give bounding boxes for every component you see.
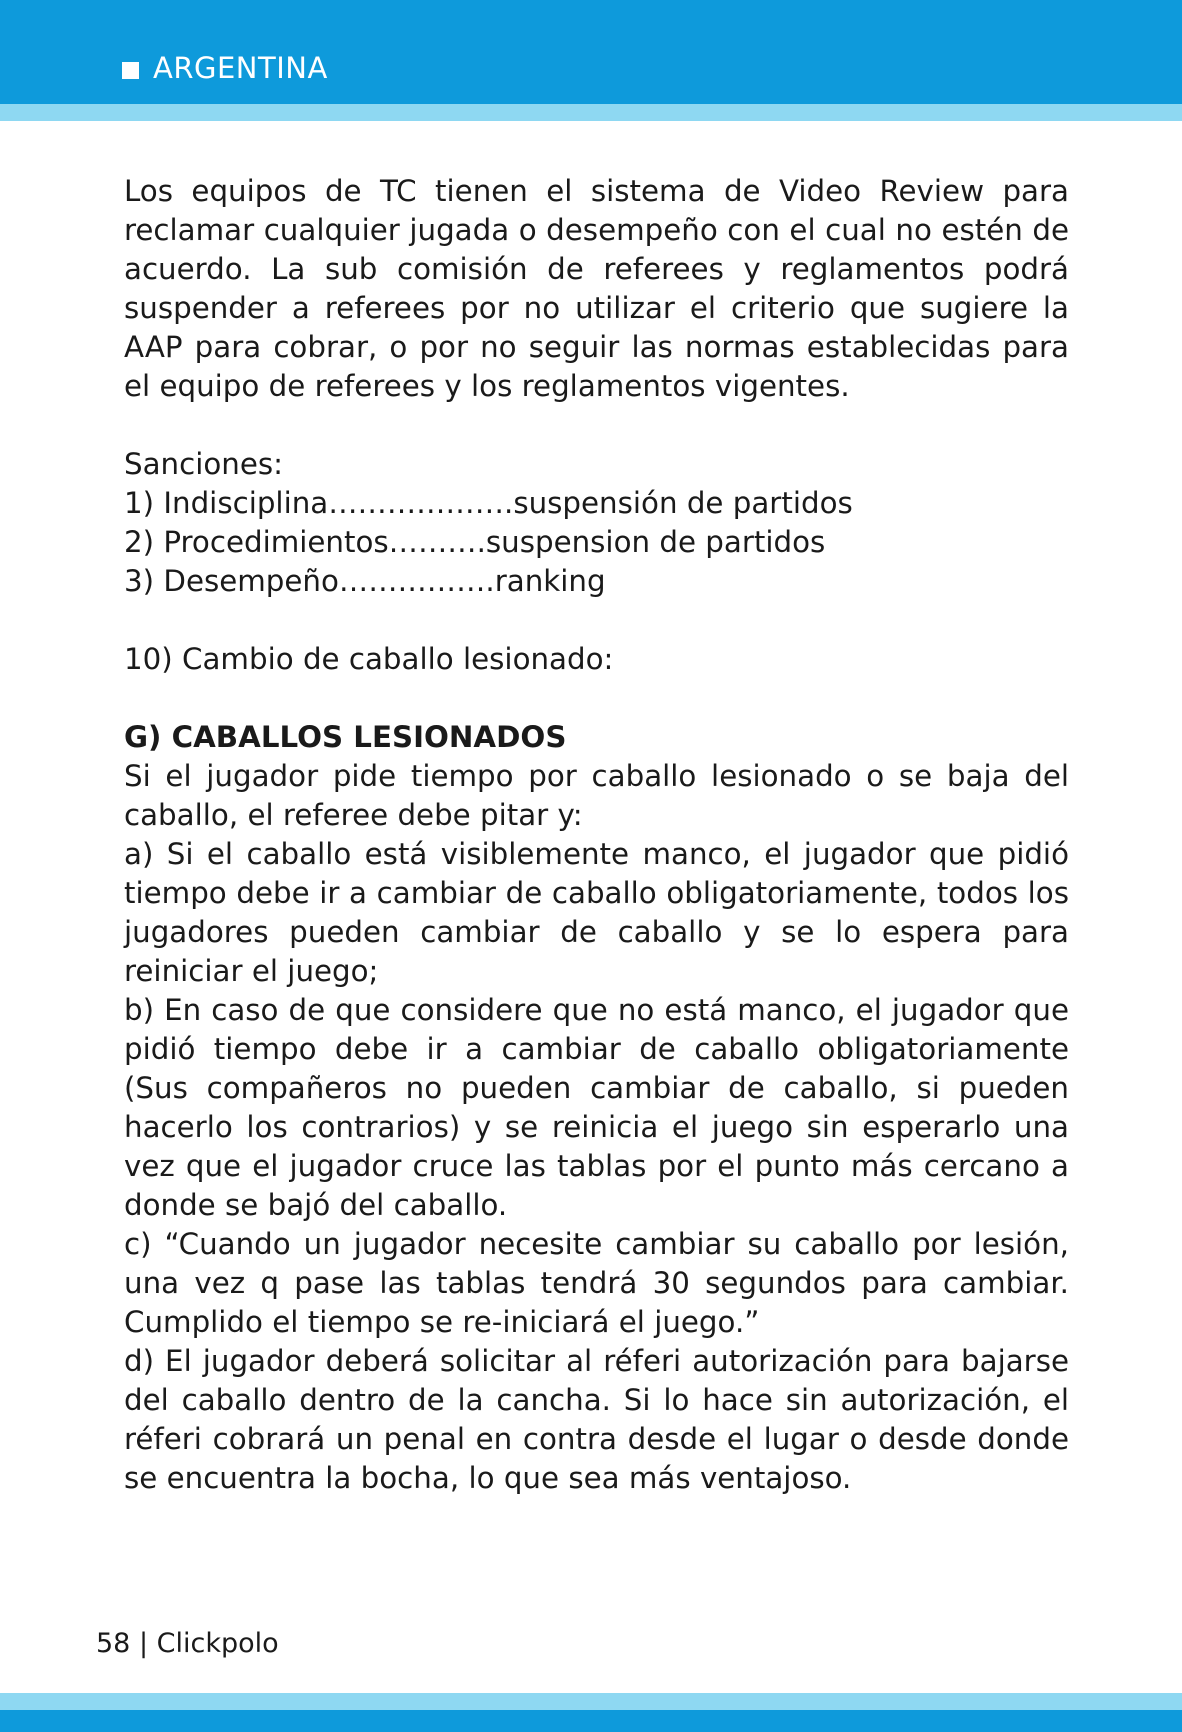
- section-g-item-b: b) En caso de que considere que no está manco, el jugador que pidió tiempo debe ir a cambiar de caballo obligatoriamente (Sus compañeros no pueden cambiar de caballo, si pueden hacerlo los contrarios) y se reinicia el juego sin esperarlo una vez que el jugador cruce las tablas por el punto más cercano a donde se bajó del caballo.: [124, 993, 1069, 1222]
- page-body: [124, 172, 1069, 1498]
- footer-bar: [0, 1710, 1182, 1732]
- intro-paragraph: Los equipos de TC tienen el sistema de Video Review para reclamar cualquier jugada o desempeño con el cual no estén de acuerdo. La sub comisión de referees y reglamentos podrá suspender a referees por no utilizar el criterio que sugiere la AAP para cobrar, o por no seguir las normas establecidas para el equipo de referees y los reglamentos vigentes.: [124, 174, 1069, 403]
- section-g-item-c: c) “Cuando un jugador necesite cambiar su caballo por lesión, una vez q pase las tablas tendrá 30 segundos para cambiar. Cumplido el tiempo se re-iniciará el juego.”: [124, 1227, 1069, 1339]
- footer-stripe: [0, 1693, 1182, 1710]
- sanctions-heading: Sanciones:: [124, 447, 284, 481]
- section-g-heading: G) CABALLOS LESIONADOS: [124, 720, 567, 754]
- section-g-item-a: a) Si el caballo está visiblemente manco, el jugador que pidió tiempo debe ir a cambiar de caballo obligatoriamente, todos los jugadores pueden cambiar de caballo y se lo espera para reiniciar el juego;: [124, 837, 1069, 988]
- section-title: ARGENTINA: [153, 51, 328, 85]
- section-g-item-d: d) El jugador deberá solicitar al réferi autorización para bajarse del caballo dentro de la cancha. Si lo hace sin autorización, el réferi cobrará un penal en contra desde el lugar o desde donde se encuentra la bocha, lo que sea más ventajoso.: [124, 1344, 1069, 1495]
- spacer: [124, 601, 1069, 640]
- section-g-intro: Si el jugador pide tiempo por caballo lesionado o se baja del caballo, el referee debe pitar y:: [124, 759, 1069, 832]
- spacer: [124, 406, 1069, 445]
- sanction-item: 2) Procedimientos……….suspension de partidos: [124, 525, 826, 559]
- sanction-item: 3) Desempeño…………….ranking: [124, 564, 606, 598]
- spacer: [124, 679, 1069, 718]
- item-10: 10) Cambio de caballo lesionado:: [124, 642, 614, 676]
- page-footer-label: 58 | Clickpolo: [96, 1628, 279, 1659]
- header-stripe: [0, 104, 1182, 121]
- square-bullet-icon: [122, 62, 139, 79]
- sanction-item: 1) Indisciplina……………….suspensión de partidos: [124, 486, 853, 520]
